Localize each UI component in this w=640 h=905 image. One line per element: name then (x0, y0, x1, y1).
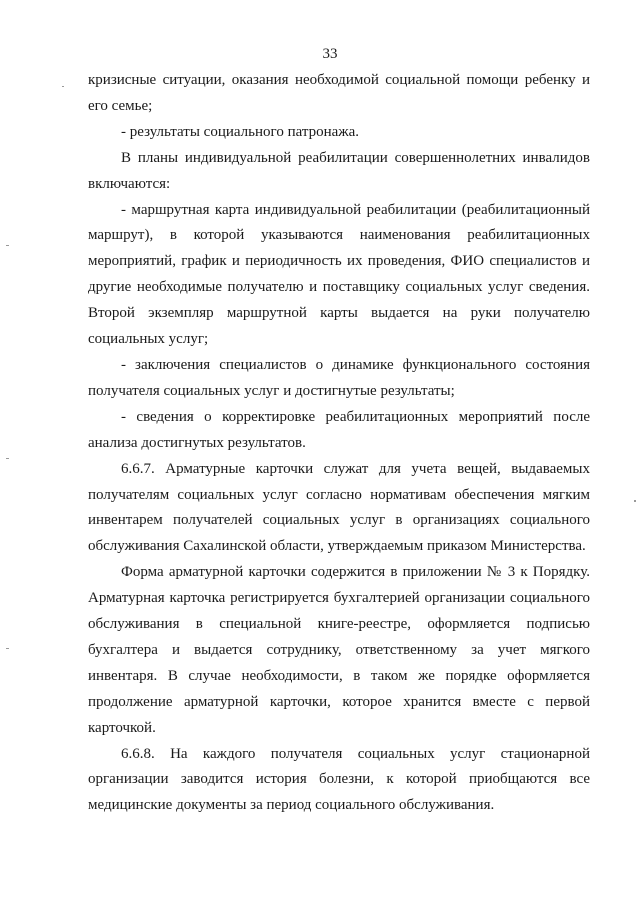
paragraph: Форма арматурной карточки содержится в приложении № 3 к Порядку. Арматурная карточка регистрируется бухгалтерией организации социального обслуживания в специальной книге-реестре, оформляется подписью бухгалтера и выдается сотруднику, ответственному за учет мягкого инвентаря. В случае необходимости, в таком же порядке оформляется продолжение арматурной карточки, которое хранится вместе с первой карточкой. (88, 564, 590, 736)
scan-mark (6, 458, 9, 459)
scan-mark (6, 648, 9, 649)
scan-mark (634, 500, 636, 502)
paragraph: - маршрутная карта индивидуальной реабилитации (реабилитационный маршрут), в которой указываются наименования реабилитационных мероприятий, график и периодичность их проведения, ФИО специалистов и другие необходимые получателю и поставщику социальных услуг сведения. Второй экземпляр маршрутной карты выдается на руки получателю социальных услуг; (88, 201, 590, 348)
paragraph: - заключения специалистов о динамике функционального состояния получателя социальных услуг и достигнутые результаты; (88, 356, 590, 399)
paragraph: 6.6.8. На каждого получателя социальных услуг стационарной организации заводится история болезни, к которой приобщаются все медицинские документы за период социального обслуживания. (88, 745, 590, 814)
paragraph: 6.6.7. Арматурные карточки служат для учета вещей, выдаваемых получателям социальных услуг согласно нормативам обеспечения мягким инвентарем получателей социальных услуг в организациях социального обслуживания Сахалинской области, утверждаемым приказом Министерства. (88, 460, 590, 555)
paragraph: кризисные ситуации, оказания необходимой социальной помощи ребенку и его семье; (88, 72, 590, 114)
paragraph: - результаты социального патронажа. (121, 123, 360, 140)
scan-mark (6, 245, 9, 246)
scan-mark (62, 86, 64, 87)
page-number: 33 (322, 46, 338, 62)
paragraph: - сведения о корректировке реабилитационных мероприятий после анализа достигнутых результатов. (88, 408, 590, 451)
paragraph: В планы индивидуальной реабилитации совершеннолетних инвалидов включаются: (88, 149, 590, 192)
document-body (88, 68, 590, 819)
